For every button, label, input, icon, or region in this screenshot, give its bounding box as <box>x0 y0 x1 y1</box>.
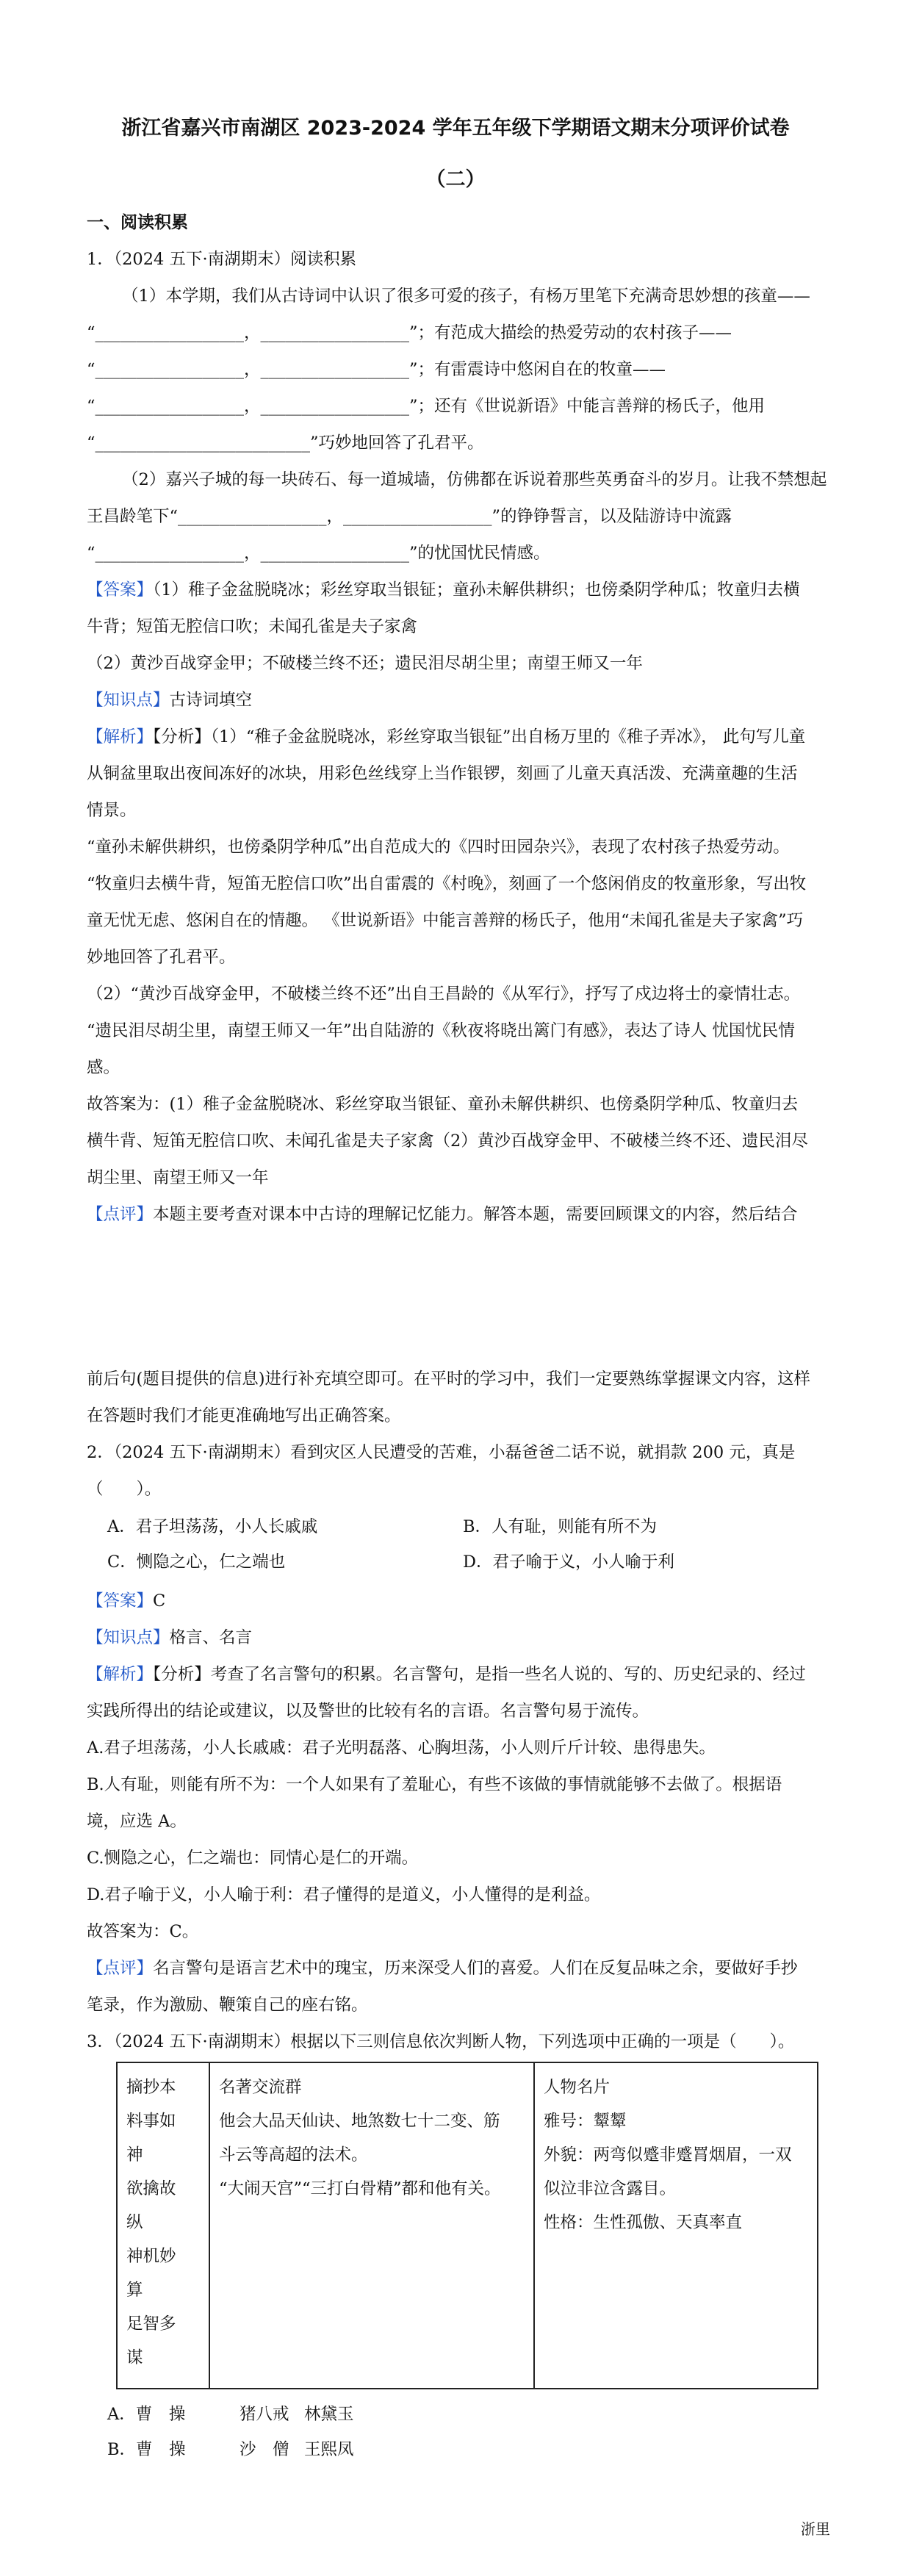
analysis-text: 从铜盆里取出夜间冻好的冰块，用彩色丝线穿上当作银锣，刻画了儿童天真活泼、充满童趣的生活 <box>87 764 798 783</box>
knowledge-label: 【知识点】 <box>87 691 170 710</box>
analysis-text: 情景。 <box>87 801 137 820</box>
cell-line: 性格：生性孤傲、天真率直 <box>544 2213 743 2232</box>
cell-line: 外貌：两弯似蹙非蹙罥烟眉，一双 <box>544 2145 792 2165</box>
analysis-text: 横牛背、短笛无腔信口吹、未闻孔雀是夫子家禽（2）黄沙百战穿金甲、不破楼兰终不还、遗民泪尽 <box>87 1132 808 1151</box>
analysis-text: 实践所得出的结论或建议，以及警世的比较有名的言语。名言警句易于流传。 <box>87 1702 649 1721</box>
question-text: “__________________，__________________”的忧国忧民情感。 <box>87 544 550 563</box>
exam-title: 浙江省嘉兴市南湖区 2023-2024 学年五年级下学期语文期末分项评价试卷 <box>121 117 790 140</box>
analysis-text: （2）“黄沙百战穿金甲，不破楼兰终不还”出自王昌龄的《从军行》，抒写了戍边将士的豪情壮志。 <box>87 985 801 1004</box>
answer-label: 【答案】 <box>87 580 154 600</box>
analysis-text: D.君子喻于义，小人喻于利：君子懂得的是道义，小人懂得的是利益。 <box>87 1885 601 1904</box>
question-text: “__________________________”巧妙地回答了孔君平。 <box>87 433 484 453</box>
option-b[interactable] <box>87 2432 824 2467</box>
option-item: 林黛玉 <box>304 2405 354 2424</box>
cell-line: 斗云等高超的法术。 <box>219 2145 368 2165</box>
question-text: “__________________，__________________”；有雷震诗中悠闲自在的牧童—— <box>87 360 666 379</box>
analysis-text: B.人有耻，则能有所不为：一个人如果有了羞耻心，有些不该做的事情就能够不去做了。根据语 <box>87 1775 782 1794</box>
analysis-text: 故答案为：(1）稚子金盆脱晓冰、彩丝穿取当银钲、童孙未解供耕织、也傍桑阴学种瓜、牧童归去 <box>87 1095 799 1114</box>
question-1 <box>87 204 827 1233</box>
analysis-text: 妙地回答了孔君平。 <box>87 948 236 967</box>
question-text: “__________________，__________________”；还有《世说新语》中能言善辩的杨氏子，他用 <box>87 397 766 416</box>
knowledge-text: 古诗词填空 <box>169 691 253 710</box>
analysis-text: 胡尘里、南望王师又一年 <box>87 1168 269 1187</box>
question-3-options <box>87 2397 824 2467</box>
analysis-text: “童孙未解供耕织，也傍桑阴学种瓜”出自范成大的《四时田园杂兴》，表现了农村孩子热爱劳动。 <box>87 838 790 857</box>
option-item: 猪八戒 <box>240 2405 289 2424</box>
question-stem: 2．（2024 五下·南湖期末）看到灾区人民遭受的苦难，小磊爸爸二话不说，就捐款 200 元，真是 <box>87 1443 796 1462</box>
profile-card-cell <box>534 2062 818 2389</box>
analysis-text: “遗民泪尽胡尘里，南望王师又一年”出自陆游的《秋夜将晓出篱门有感》，表达了诗人 忧国忧民情 <box>87 1021 795 1040</box>
knowledge-text: 格言、名言 <box>169 1628 253 1647</box>
answer-text: （2）黄沙百战穿金甲；不破楼兰终不还；遗民泪尽胡尘里；南望王师又一年 <box>87 654 643 673</box>
option-label: A．曹 操 <box>107 2405 186 2424</box>
comment-text: 笔录，作为激励、鞭策自己的座右铭。 <box>87 1996 368 2015</box>
cell-line: 人物名片 <box>544 2078 611 2097</box>
cell-line: 谋 <box>126 2348 143 2367</box>
question-stem: 1．（2024 五下·南湖期末）阅读积累 <box>87 250 357 269</box>
question-stem: 3．（2024 五下·南湖期末）根据以下三则信息依次判断人物，下列选项中正确的一项是（ ）。 <box>87 2032 795 2051</box>
answer-text: C <box>153 1591 166 1611</box>
analysis-label: 【解析】 <box>87 1665 154 1684</box>
answer-label: 【答案】 <box>87 1591 154 1611</box>
option-item: 王熙凤 <box>304 2440 354 2459</box>
knowledge-label: 【知识点】 <box>87 1628 170 1647</box>
excerpt-cell <box>117 2062 209 2389</box>
cell-line: 神机妙 <box>126 2247 176 2266</box>
info-table <box>116 2062 818 2389</box>
exam-title-part: （二） <box>425 168 486 191</box>
question-text: “__________________，__________________”；有范成大描绘的热爱劳动的农村孩子—— <box>87 323 732 342</box>
option-a[interactable]: A．君子坦荡荡，小人长戚戚 <box>107 1517 318 1536</box>
classics-group-cell <box>209 2062 534 2389</box>
analysis-text: C.恻隐之心，仁之端也：同情心是仁的开端。 <box>87 1849 419 1868</box>
analysis-text: 【分析】考查了名言警句的积累。名言警句，是指一些名人说的、写的、历史纪录的、经过 <box>153 1665 806 1684</box>
question-text: （2）嘉兴子城的每一块砖石、每一道城墙，仿佛都在诉说着那些英勇奋斗的岁月。让我不禁想起 <box>122 470 827 489</box>
question-text: 王昌龄笔下“__________________，__________________”的铮铮誓言，以及陆游诗中流露 <box>87 507 732 526</box>
answer-text: （1）稚子金盆脱晓冰；彩丝穿取当银钲；童孙未解供耕织；也傍桑阴学种瓜；牧童归去横 <box>153 580 800 600</box>
question-1-continued <box>87 1361 824 1508</box>
analysis-text: 故答案为：C。 <box>87 1922 199 1941</box>
cell-line: 欲擒故 <box>126 2179 176 2198</box>
cell-line: 摘抄本 <box>126 2078 176 2097</box>
answer-text: 牛背；短笛无腔信口吹；未闻孔雀是夫子家禽 <box>87 617 418 636</box>
question-2-options <box>87 1509 824 1580</box>
comment-text: 前后句(题目提供的信息)进行补充填空即可。在平时的学习中，我们一定要熟练掌握课文内容，这样 <box>87 1370 811 1389</box>
analysis-text: 【分析】（1）“稚子金盆脱晓冰，彩丝穿取当银钲”出自杨万里的《稚子弄冰》， 此句写儿童 <box>153 727 806 746</box>
question-text: （1）本学期，我们从古诗词中认识了很多可爱的孩子，有杨万里笔下充满奇思妙想的孩童—— <box>122 287 810 306</box>
cell-line: 雅号：颦颦 <box>544 2112 627 2131</box>
question-2-solution <box>87 1583 824 2060</box>
option-label: B．曹 操 <box>107 2440 186 2459</box>
cell-line: 纵 <box>126 2213 143 2232</box>
option-b[interactable]: B．人有耻，则能有所不为 <box>463 1517 658 1536</box>
cell-line: 料事如 <box>126 2112 176 2131</box>
option-item: 沙 僧 <box>240 2440 289 2459</box>
section-heading: 一、阅读积累 <box>87 213 188 232</box>
cell-line: 他会大品天仙诀、地煞数七十二变、筋 <box>219 2112 500 2131</box>
cell-line: “大闹天宫”“三打白骨精”都和他有关。 <box>219 2179 501 2198</box>
comment-text: 名言警句是语言艺术中的瑰宝，历来深受人们的喜爱。人们在反复品味之余，要做好手抄 <box>153 1959 798 1978</box>
comment-text: 本题主要考查对课本中古诗的理解记忆能力。解答本题，需要回顾课文的内容，然后结合 <box>153 1205 798 1224</box>
comment-label: 【点评】 <box>87 1205 154 1224</box>
analysis-text: 童无忧无虑、悠闲自在的情趣。 《世说新语》中能言善辩的杨氏子，他用“未闻孔雀是夫子家禽”巧 <box>87 911 804 930</box>
comment-label: 【点评】 <box>87 1959 154 1978</box>
analysis-text: “牧童归去横牛背，短笛无腔信口吹”出自雷震的《村晚》，刻画了一个悠闲俏皮的牧童形象，写出牧 <box>87 874 807 893</box>
analysis-label: 【解析】 <box>87 727 154 746</box>
analysis-text: 境，应选 A。 <box>87 1812 187 1831</box>
comment-text: 在答题时我们才能更准确地写出正确答案。 <box>87 1406 401 1425</box>
cell-line: 名著交流群 <box>219 2078 302 2097</box>
page-footer: 浙里 <box>801 2520 830 2538</box>
cell-line: 算 <box>126 2281 143 2300</box>
option-a[interactable] <box>87 2397 824 2432</box>
analysis-text: 感。 <box>87 1058 120 1077</box>
cell-line: 神 <box>126 2145 143 2165</box>
analysis-text: A.君子坦荡荡，小人长戚戚：君子光明磊落、心胸坦荡，小人则斤斤计较、患得患失。 <box>87 1738 716 1757</box>
cell-line: 足智多 <box>126 2314 176 2334</box>
cell-line: 似泣非泣含露目。 <box>544 2179 677 2198</box>
option-d[interactable]: D．君子喻于义，小人喻于利 <box>463 1553 675 1572</box>
option-c[interactable]: C．恻隐之心，仁之端也 <box>107 1553 286 1572</box>
question-stem: （ ）。 <box>87 1480 162 1499</box>
